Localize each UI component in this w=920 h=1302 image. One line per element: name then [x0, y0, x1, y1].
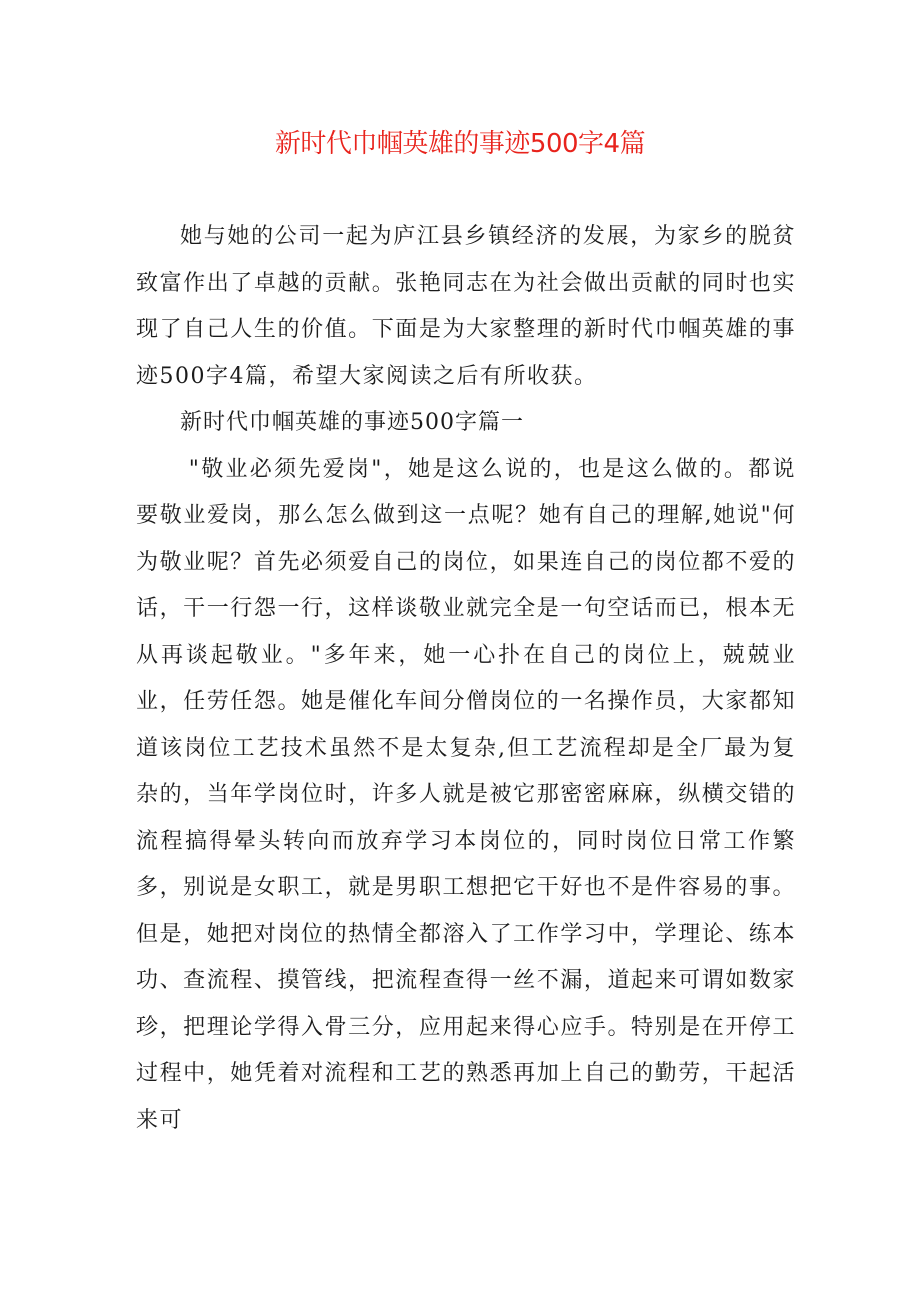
intro-paragraph: 她与她的公司一起为庐江县乡镇经济的发展，为家乡的脱贫致富作出了卓越的贡献。张艳同志在为社会做出贡献的同时也实现了自己人生的价值。下面是为大家整理的新时代巾帼英雄的事迹500字4篇，希望大家阅读之后有所收获。 — [136, 224, 796, 389]
document-body — [136, 214, 796, 1144]
body-paragraph: "敬业必须先爱岗"，她是这么说的，也是这么做的。都说要敬业爱岗，那么怎么做到这一点呢？她有自己的理解,她说"何为敬业呢？首先必须爱自己的岗位，如果连自己的岗位都不爱的话，干一行怨一行，这样谈敬业就完全是一句空话而已，根本无从再谈起敬业。"多年来，她一心扑在自己的岗位上，兢兢业业，任劳任怨。她是催化车间分僧岗位的一名操作员，大家都知道该岗位工艺技术虽然不是太复杂,但工艺流程却是全厂最为复杂的，当年学岗位时，许多人就是被它那密密麻麻，纵横交错的流程搞得晕头转向而放弃学习本岗位的，同时岗位日常工作繁多，别说是女职工，就是男职工想把它干好也不是件容易的事。但是，她把对岗位的热情全都溶入了工作学习中，学理论、练本功、查流程、摸管线，把流程查得一丝不漏，道起来可谓如数家珍，把理论学得入骨三分，应用起来得心应手。特别是在开停工过程中，她凭着对流程和工艺的熟悉再加上自己的勤劳，干起活来可 — [136, 456, 796, 1133]
document-title: 新时代巾帼英雄的事迹500字4篇 — [274, 129, 646, 159]
section-heading: 新时代巾帼英雄的事迹500字篇一 — [180, 410, 524, 435]
